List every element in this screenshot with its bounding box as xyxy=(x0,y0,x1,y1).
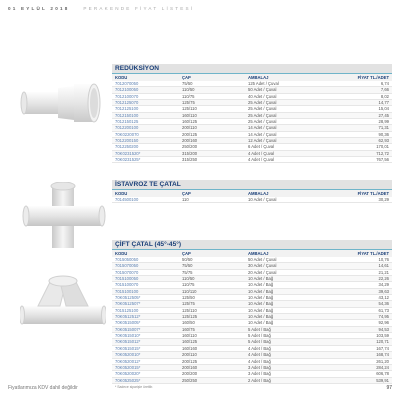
cell-fiyat: 30,29 xyxy=(378,197,389,202)
cell-fiyat: 10,76 xyxy=(378,257,389,262)
cell-cap: 160/110 xyxy=(182,112,197,118)
cell-kod: 7012250200 xyxy=(115,144,139,150)
cell-kod: 7015125100 xyxy=(115,307,139,313)
cell-ambalaj: 4 Adet / Çuval xyxy=(248,150,275,156)
cell-ambalaj: 10 Adet / Bağ xyxy=(248,314,274,320)
cell-cap: 200/160 xyxy=(182,138,198,144)
col-ambalaj: AMBALAJ xyxy=(248,75,269,80)
cell-fiyat: 39,63 xyxy=(378,288,389,294)
cell-ambalaj: 25 Adet / Çuval xyxy=(248,119,277,125)
cell-ambalaj: 14 Adet / Çuval xyxy=(248,131,277,137)
cell-kod: 70K0220070 xyxy=(115,131,139,137)
cell-kod: 70K0520015* xyxy=(115,364,141,370)
cell-ambalaj: 50 Adet / Çuval xyxy=(248,87,277,93)
cell-kod: 70K0525025* xyxy=(115,377,141,383)
cell-ambalaj: 25 Adet / Çuval xyxy=(248,100,277,106)
cell-ambalaj: 10 Adet / Bağ xyxy=(248,320,274,326)
cell-fiyat: 606,78 xyxy=(376,371,389,377)
cell-fiyat: 62,93 xyxy=(378,138,389,144)
cell-kod: 70K0231520* xyxy=(115,150,141,156)
cell-ambalaj: 25 Adet / Çuval xyxy=(248,106,277,112)
cell-fiyat: 284,24 xyxy=(376,364,389,370)
cell-cap: 110/75 xyxy=(182,282,195,288)
cell-ambalaj: 10 Adet / Bağ xyxy=(248,307,274,313)
cell-ambalaj: 5 Adet / Bağ xyxy=(248,326,271,332)
cell-fiyat: 21,21 xyxy=(378,269,389,275)
cell-kod: 70K0520012* xyxy=(115,358,141,364)
cell-cap: 315/250 xyxy=(182,157,198,163)
cell-kod: 70K0231525* xyxy=(115,157,141,163)
cell-ambalaj: 40 Adet / Çuval xyxy=(248,93,277,99)
double-branch-image xyxy=(20,272,106,330)
cell-kod: 7015100050 xyxy=(115,276,139,282)
col-kod: KODU xyxy=(115,75,128,80)
cell-cap: 110 xyxy=(182,197,189,202)
cell-ambalaj: 4 Adet / Bağ xyxy=(248,358,271,364)
cell-kod: 70K0515007* xyxy=(115,326,141,332)
cell-cap: 125/110 xyxy=(182,307,197,313)
cell-ambalaj: 4 Adet / Çuval xyxy=(248,157,275,163)
cell-fiyat: 27,45 xyxy=(378,112,389,118)
cell-cap: 110/50 xyxy=(182,276,195,282)
cell-kod: 7012125100 xyxy=(115,106,139,112)
cell-kod: 7012100050 xyxy=(115,87,139,93)
cell-cap: 250/250 xyxy=(182,377,198,383)
section-title: ÇİFT ÇATAL (45°-45°) xyxy=(112,240,392,250)
cell-cap: 50/50 xyxy=(182,257,193,262)
cell-kod: 7012100070 xyxy=(115,93,139,99)
cell-kod: 70K0520010* xyxy=(115,352,141,358)
table-row xyxy=(112,378,392,384)
cell-cap: 160/125 xyxy=(182,339,198,345)
cell-cap: 110/75 xyxy=(182,93,195,99)
col-cap: ÇAP xyxy=(182,191,191,196)
cell-cap: 110/50 xyxy=(182,87,195,93)
reducer-image xyxy=(14,78,104,128)
table-row xyxy=(112,197,392,203)
cell-ambalaj: 10 Adet / Bağ xyxy=(248,295,274,301)
col-kod: KODU xyxy=(115,191,128,196)
cell-fiyat: 74,95 xyxy=(378,314,389,320)
cell-cap: 160/75 xyxy=(182,326,195,332)
cell-kod: 70K0512512* xyxy=(115,314,141,320)
cell-cap: 200/110 xyxy=(182,352,197,358)
cell-cap: 200/125 xyxy=(182,131,198,137)
cell-ambalaj: 10 Adet / Bağ xyxy=(248,276,274,282)
cell-fiyat: 14,61 xyxy=(378,263,389,269)
section-title: İSTAVROZ TE ÇATAL xyxy=(112,180,392,190)
cell-ambalaj: 10 Adet / Bağ xyxy=(248,301,274,307)
cell-ambalaj: 10 Adet / Bağ xyxy=(248,288,274,294)
cell-cap: 160/110 xyxy=(182,333,197,339)
table-body xyxy=(112,81,392,163)
cell-ambalaj: 10 Adet / Bağ xyxy=(248,282,274,288)
cell-kod: 7015100070 xyxy=(115,282,139,288)
cell-kod: 7012200100 xyxy=(115,125,139,131)
cell-ambalaj: 5 Adet / Bağ xyxy=(248,333,271,339)
cell-fiyat: 90,36 xyxy=(378,131,389,137)
cross-tee-image xyxy=(22,182,106,250)
cell-fiyat: 94,53 xyxy=(378,326,389,332)
cell-fiyat: 92,96 xyxy=(378,320,389,326)
cell-fiyat: 34,29 xyxy=(378,282,389,288)
cell-kod: 7015070070 xyxy=(115,269,139,275)
cell-fiyat: 167,74 xyxy=(376,345,389,351)
cell-cap: 125/110 xyxy=(182,106,197,112)
cell-cap: 125/50 xyxy=(182,295,195,301)
cell-kod: 7014500100 xyxy=(115,197,139,202)
cell-fiyat: 61,73 xyxy=(378,307,389,313)
cell-kod: 70K0515012* xyxy=(115,339,141,345)
col-fiyat: FİYAT TL./ADET xyxy=(357,75,389,80)
table-body xyxy=(112,257,392,384)
cell-cap: 160/160 xyxy=(182,345,198,351)
table-row xyxy=(112,157,392,163)
page-number: 97 xyxy=(386,385,392,391)
cell-cap: 75/50 xyxy=(182,81,193,86)
cell-kod: 70K0515005* xyxy=(115,320,141,326)
cell-fiyat: 8,02 xyxy=(380,93,389,99)
cell-ambalaj: 10 Adet / Çuval xyxy=(248,197,277,202)
cell-ambalaj: 125 Adet / Çuval xyxy=(248,81,279,86)
table-header xyxy=(112,250,392,257)
cell-kod: 70K0520020* xyxy=(115,371,141,377)
reduksiyon-section xyxy=(112,64,392,163)
col-ambalaj: AMBALAJ xyxy=(248,191,269,196)
cell-fiyat: 14,77 xyxy=(378,100,389,106)
cell-fiyat: 712,72 xyxy=(376,150,389,156)
cift-catal-section xyxy=(112,240,392,389)
cell-fiyat: 103,59 xyxy=(376,333,389,339)
cell-cap: 125/75 xyxy=(182,301,195,307)
col-cap: ÇAP xyxy=(182,251,191,256)
cell-fiyat: 168,74 xyxy=(376,352,389,358)
cell-ambalaj: 3 Adet / Bağ xyxy=(248,364,271,370)
cell-kod: 7012150125 xyxy=(115,119,139,125)
cell-kod: 7015100100 xyxy=(115,288,139,294)
page-header xyxy=(8,6,392,14)
table-body xyxy=(112,197,392,203)
cell-ambalaj: 50 Adet / Çuval xyxy=(248,257,277,262)
header-date: 01 EYLÜL 2018 xyxy=(8,6,70,11)
cell-cap: 125/125 xyxy=(182,314,198,320)
col-ambalaj: AMBALAJ xyxy=(248,251,269,256)
cell-ambalaj: 3 Adet / Bağ xyxy=(248,371,271,377)
cell-fiyat: 767,56 xyxy=(376,157,389,163)
cell-kod: 7012200150 xyxy=(115,138,139,144)
cell-cap: 75/75 xyxy=(182,269,193,275)
col-kod: KODU xyxy=(115,251,128,256)
cell-fiyat: 170,01 xyxy=(376,144,389,150)
cell-kod: 70K0512505* xyxy=(115,295,141,301)
cell-cap: 160/50 xyxy=(182,320,195,326)
col-fiyat: FİYAT TL./ADET xyxy=(357,251,389,256)
cell-fiyat: 28,99 xyxy=(378,119,389,125)
cell-kod: 70K0515010* xyxy=(115,333,141,339)
col-fiyat: FİYAT TL./ADET xyxy=(357,191,389,196)
cell-ambalaj: 2 Adet / Bağ xyxy=(248,377,271,383)
cell-cap: 200/200 xyxy=(182,371,198,377)
cell-ambalaj: 12 Adet / Çuval xyxy=(248,138,277,144)
cell-ambalaj: 5 Adet / Bağ xyxy=(248,339,271,345)
table-header xyxy=(112,74,392,81)
cell-kod: 70K0515015* xyxy=(115,345,141,351)
cell-ambalaj: 25 Adet / Çuval xyxy=(248,112,277,118)
cell-fiyat: 120,71 xyxy=(376,339,389,345)
cell-kod: 7012070050 xyxy=(115,81,139,86)
cell-fiyat: 71,31 xyxy=(378,125,389,131)
table-header xyxy=(112,190,392,197)
cell-ambalaj: 6 Adet / Çuval xyxy=(248,144,275,150)
cell-fiyat: 43,12 xyxy=(378,295,389,301)
col-cap: ÇAP xyxy=(182,75,191,80)
section-title: REDÜKSİYON xyxy=(112,64,392,74)
istavroz-section xyxy=(112,180,392,203)
cell-cap: 110/110 xyxy=(182,288,197,294)
cell-kod: 7015070050 xyxy=(115,263,139,269)
cell-fiyat: 6,74 xyxy=(380,81,389,86)
cell-ambalaj: 4 Adet / Bağ xyxy=(248,352,271,358)
cell-ambalaj: 30 Adet / Çuval xyxy=(248,263,277,269)
cell-kod: 7012125070 xyxy=(115,100,139,106)
cell-fiyat: 7,66 xyxy=(380,87,389,93)
cell-cap: 250/200 xyxy=(182,144,198,150)
footnote: * Sadece siparişle üretilir. xyxy=(115,384,154,389)
cell-fiyat: 15,04 xyxy=(378,106,389,112)
footer-note: Fiyatlarımıza KDV dahil değildir xyxy=(8,385,78,391)
cell-fiyat: 261,20 xyxy=(376,358,389,364)
cell-ambalaj: 14 Adet / Çuval xyxy=(248,125,277,131)
cell-cap: 160/125 xyxy=(182,119,198,125)
cell-cap: 200/110 xyxy=(182,125,197,131)
cell-kod: 70K0512507* xyxy=(115,301,141,307)
cell-fiyat: 539,91 xyxy=(376,377,389,383)
cell-kod: 7015050050 xyxy=(115,257,139,262)
cell-ambalaj: 4 Adet / Bağ xyxy=(248,345,271,351)
cell-cap: 200/125 xyxy=(182,358,198,364)
cell-kod: 7012150100 xyxy=(115,112,139,118)
cell-cap: 125/75 xyxy=(182,100,195,106)
header-title: PERAKENDE FİYAT LİSTESİ xyxy=(83,6,195,11)
cell-fiyat: 22,26 xyxy=(378,276,389,282)
cell-cap: 315/200 xyxy=(182,150,198,156)
cell-cap: 75/50 xyxy=(182,263,193,269)
cell-cap: 200/160 xyxy=(182,364,198,370)
cell-ambalaj: 20 Adet / Çuval xyxy=(248,269,277,275)
cell-fiyat: 54,36 xyxy=(378,301,389,307)
